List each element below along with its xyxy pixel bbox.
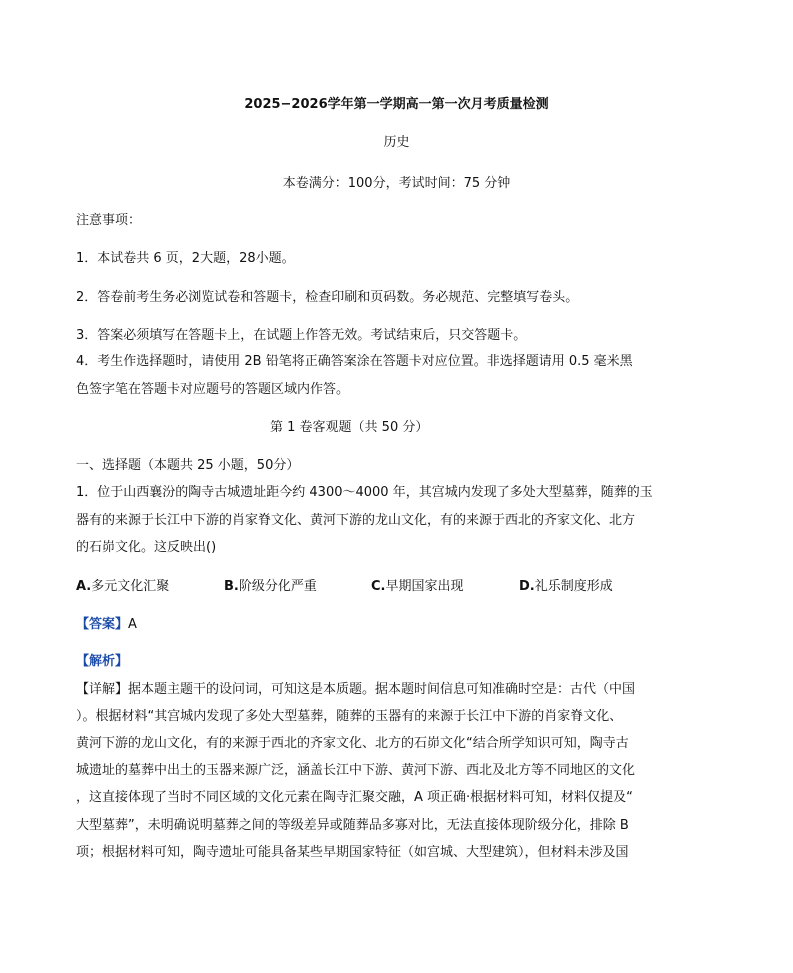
option-letter: C.: [371, 579, 386, 594]
note-item: 2．答卷前考生务必浏览试卷和答题卡，检查印刷和页码数。务必规范、完整填写卷头。: [76, 290, 579, 305]
question-stem-line: 1．位于山西襄汾的陶寺古城遗址距今约 4300～4000 年，其宫城内发现了多处大型墓葬，随葬的玉: [76, 485, 653, 500]
option-text: 早期国家出现: [385, 579, 464, 594]
subject-title: 历史: [383, 135, 410, 150]
answer-line: [76, 616, 137, 634]
option-b: [224, 578, 317, 596]
option-text: 礼乐制度形成: [534, 579, 613, 594]
exam-title: 2025−2026学年第一学期高一第一次月考质量检测: [244, 97, 549, 112]
option-text: 多元文化汇聚: [91, 579, 170, 594]
part-heading: 一、选择题（本题共 25 小题，50分）: [76, 458, 300, 473]
notes-heading: 注意事项：: [76, 213, 142, 228]
note-item: 色签字笔在答题卡对应题号的答题区域内作答。: [76, 382, 350, 397]
question-stem-line: 的石峁文化。这反映出(): [76, 540, 217, 555]
analysis-line: 大型墓葬”，未明确说明墓葬之间的等级差异或随葬品多寡对比，无法直接体现阶级分化，排除 B: [76, 818, 629, 833]
option-letter: B.: [224, 579, 239, 594]
option-text: 阶级分化严重: [238, 579, 317, 594]
answer-label: 【答案】: [76, 617, 129, 632]
answer-value: A: [128, 617, 137, 632]
analysis-line: ，这直接体现了当时不同区域的文化元素在陶寺汇聚交融，A 项正确·根据材料可知，材料仅提及“: [76, 790, 633, 805]
analysis-heading: [76, 653, 128, 671]
note-item: 3．答案必须填写在答题卡上，在试题上作答无效。考试结束后，只交答题卡。: [76, 328, 527, 343]
analysis-line: 【详解】据本题主题干的设问词，可知这是本质题。据本题时间信息可知准确时空是：古代（中国: [76, 682, 636, 697]
option-a: [76, 578, 169, 596]
option-letter: A.: [76, 579, 92, 594]
note-item: 4．考生作选择题时，请使用 2B 铅笔将正确答案涂在答题卡对应位置。非选择题请用 0.5 毫米黑: [76, 354, 633, 369]
section-title: 第 1 卷客观题（共 50 分）: [270, 420, 429, 435]
exam-info: 本卷满分：100分，考试时间：75 分钟: [282, 176, 511, 191]
option-d: [519, 578, 613, 596]
analysis-line: 城遗址的墓葬中出土的玉器来源广泛，涵盖长江中下游、黄河下游、西北及北方等不同地区的文化: [76, 763, 636, 778]
analysis-line: 项；根据材料可知，陶寺遗址可能具备某些早期国家特征（如宫城、大型建筑），但材料未涉及国: [76, 845, 629, 860]
note-item: 1．本试卷共 6 页，2大题，28小题。: [76, 251, 295, 266]
option-c: [371, 578, 464, 596]
analysis-line: 黄河下游的龙山文化，有的来源于西北的齐家文化、北方的石峁文化“结合所学知识可知，陶寺古: [76, 736, 629, 751]
question-stem-line: 器有的来源于长江中下游的肖家脊文化、黄河下游的龙山文化，有的来源于西北的齐家文化、北方: [76, 513, 636, 528]
option-letter: D.: [519, 579, 535, 594]
analysis-line: ）。根据材料“其宫城内发现了多处大型墓葬，随葬的玉器有的来源于长江中下游的肖家脊文化、: [76, 709, 623, 724]
analysis-label: 【解析】: [76, 654, 129, 669]
